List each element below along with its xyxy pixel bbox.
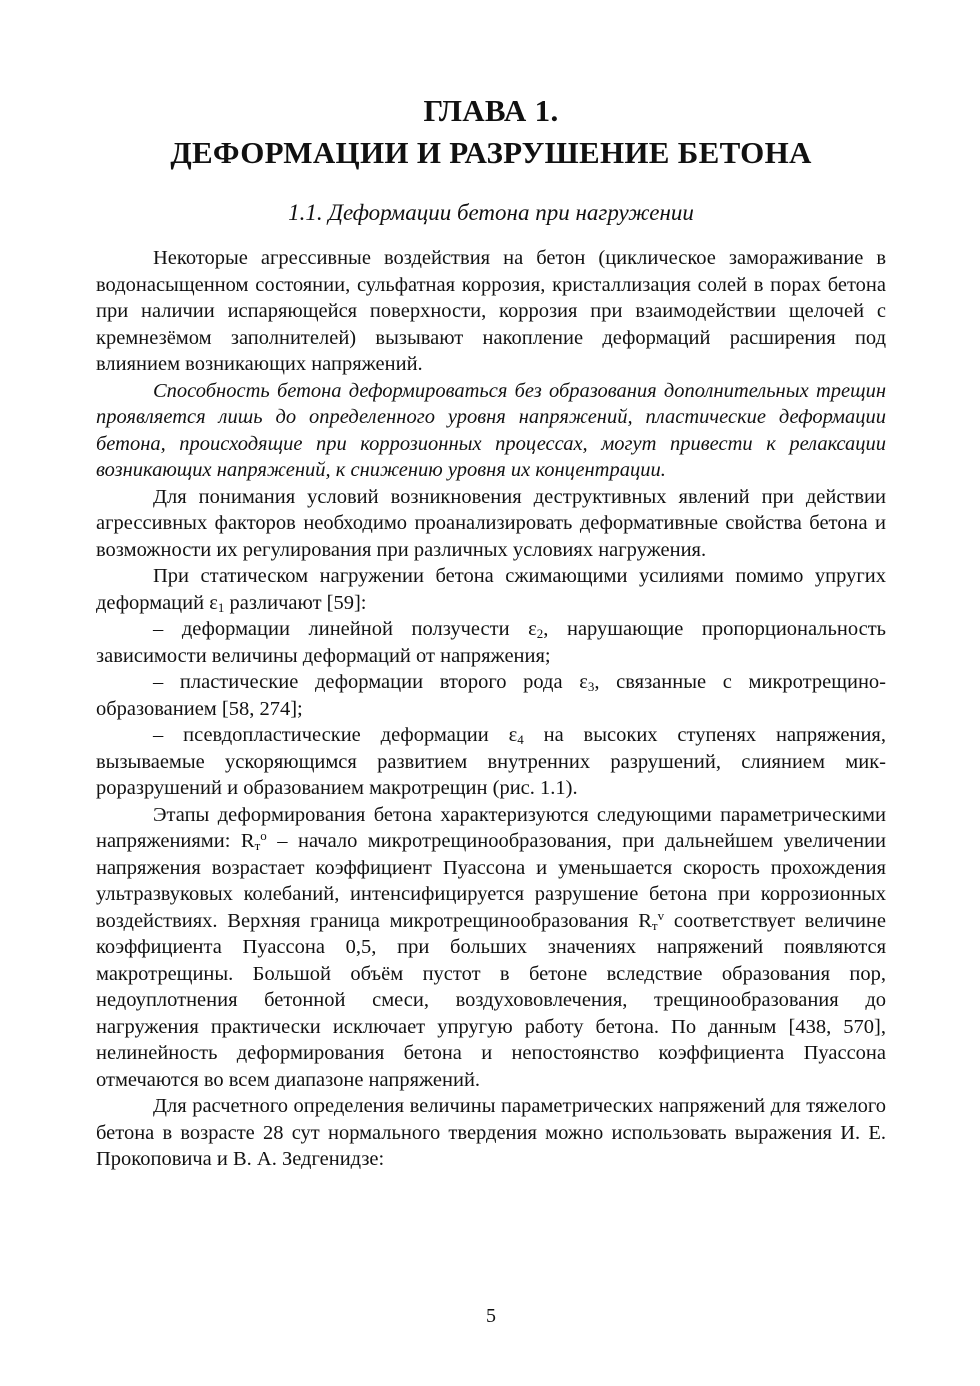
paragraph-text: При статическом нагружении бетона сжимающими усилиями помимо упругих деформаций ε xyxy=(96,565,886,614)
paragraph-text: различают [59]: xyxy=(224,591,367,614)
list-item-text: – деформации линейной ползучести ε xyxy=(153,618,537,640)
subscript: 4 xyxy=(517,732,524,747)
chapter-heading xyxy=(96,90,886,174)
paragraph-text: соответствует величине коэффициента Пуассона 0,5, при больших значениях напряжений появляются макротрещины. Большой объём пустот в бетоне вследствие образования пор, недоуплотнения бетонной смеси, воздухововлечения, трещинообразования до нагружения практически исключает упругую работу бетона. По данным [438, 570], нелинейность деформирования бетона и непостоянство коэффициента Пуассона отмечаются во всем диапазоне напряжений. xyxy=(96,909,886,1091)
subscript: 1 xyxy=(217,599,225,615)
list-item-text: , связанные с микротрещинообразованием [58, 274]; xyxy=(96,671,886,720)
paragraph: Некоторые агрессивные воздействия на бетон (циклическое замораживание в водонасыщенном состоянии, сульфатная коррозия, кристаллизация солей в порах бетона при наличии испаряющейся поверхности, коррозия при взаимодействии щелочей с кремнезёмом заполнителей) вызывают накопление деформаций расширения под влиянием возникающих напряжений. xyxy=(96,247,886,375)
superscript: v xyxy=(657,907,665,923)
paragraph-text: – начало микротрещинообразования, при дальнейшем увеличении напряжения возрастает коэффициент Пуассона и уменьшается скорость прохождения ультразвуковых колебаний, интенсифицируется разрушение бетона при коррозионных воздействиях. Верхняя граница микротрещинообразования R xyxy=(96,830,886,932)
page-number: 5 xyxy=(486,1305,496,1327)
paragraph-italic: Способность бетона деформироваться без образования дополнительных трещин проявляется лишь до определенного уровня напряжений, пластические деформации бетона, происходящие при коррозионных процессах, могут привести к релаксации возникающих напряжений, к снижению уровня их концентрации. xyxy=(96,379,886,481)
list-item-text: – псевдопластические деформации ε xyxy=(153,724,518,746)
section-title: 1.1. Деформации бетона при нагружении xyxy=(288,200,694,225)
subscript: 2 xyxy=(536,626,544,641)
paragraph-text: Этапы деформирования бетона характеризуются следующими параметрическими напряжениями: R xyxy=(96,803,886,852)
subscript: т xyxy=(254,838,261,853)
subscript: т xyxy=(651,917,658,933)
paragraph xyxy=(96,563,886,616)
paragraph xyxy=(96,802,886,1094)
list-item-text: на высоких ступенях напряжения, вызываемые ускоряющимся развитием внутренних разрушений, слиянием микроразрушений и образованием макротрещин (рис. 1.1). xyxy=(96,724,886,799)
list-item xyxy=(96,669,886,722)
document-page xyxy=(96,0,886,1386)
superscript: o xyxy=(260,828,267,843)
list-item xyxy=(96,616,886,669)
list-item xyxy=(96,722,886,802)
paragraph: Для расчетного определения величины параметрических напряжений для тяжелого бетона в возрасте 28 сут нормального твердения можно использовать выражения И. Е. Прокоповича и В. А. Зедгенидзе: xyxy=(96,1095,886,1170)
subscript: 3 xyxy=(587,679,595,694)
chapter-title: ДЕФОРМАЦИИ И РАЗРУШЕНИЕ БЕТОНА xyxy=(170,135,812,170)
paragraph: Для понимания условий возникновения деструктивных явлений при действии агрессивных факторов необходимо проанализировать деформативные свойства бетона и возможности их регулирования при различных условиях нагружения. xyxy=(96,485,886,561)
list-item-text: – пластические деформации второго рода ε xyxy=(153,671,588,693)
body-text xyxy=(96,245,886,1173)
list-item-text: , нарушающие пропорциональность зависимости величины деформаций от напряжения; xyxy=(96,618,887,667)
chapter-number: ГЛАВА 1. xyxy=(423,93,559,128)
